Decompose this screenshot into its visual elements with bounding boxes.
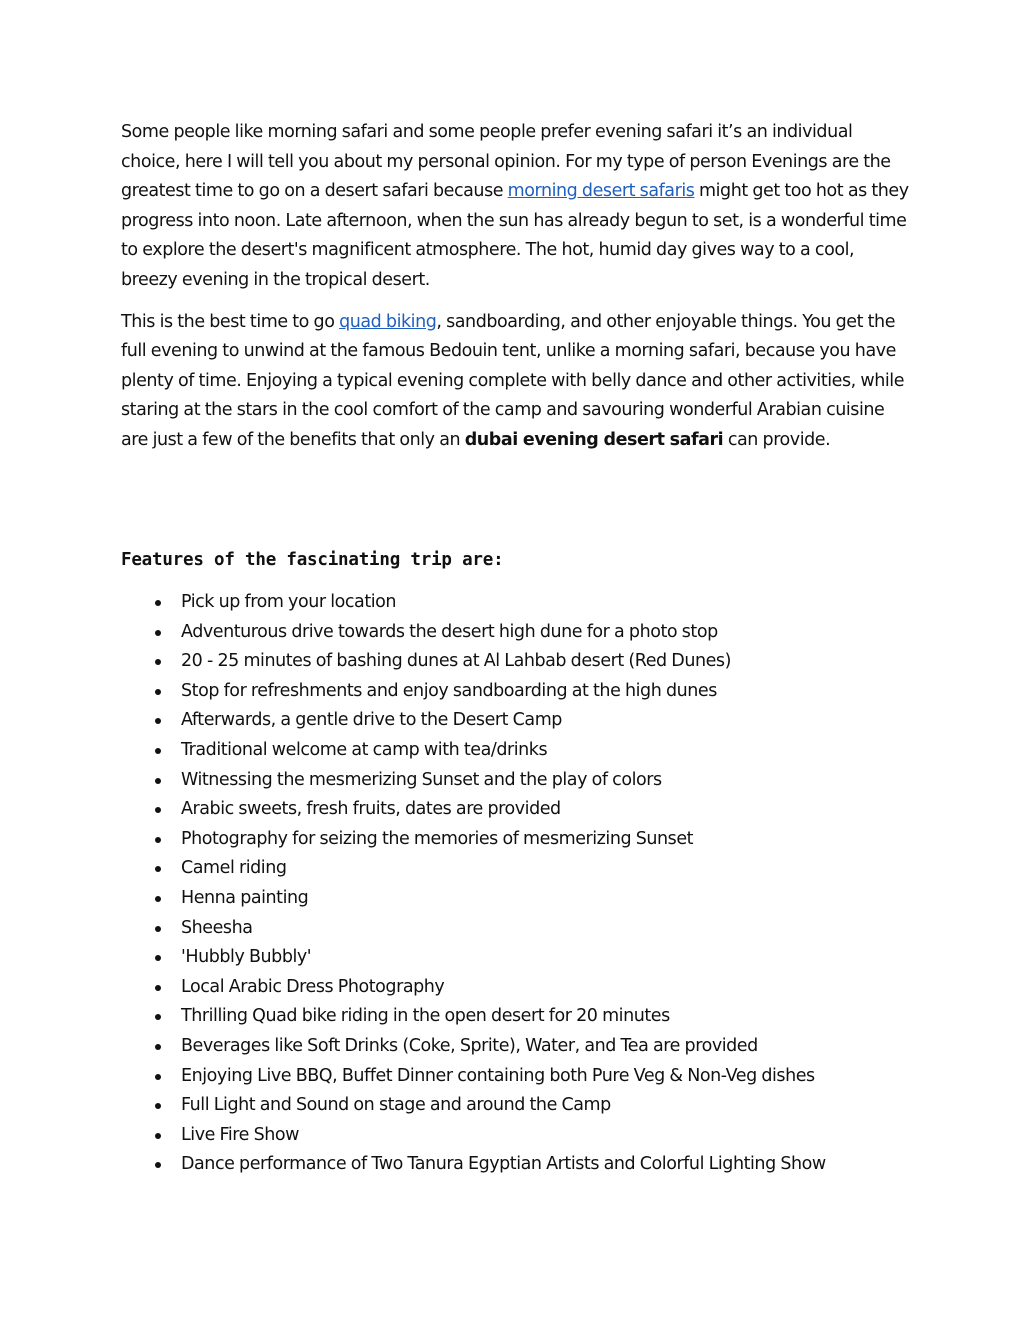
intro-text-2a: This is the best time to go <box>121 311 340 332</box>
feature-item-text: 'Hubbly Bubbly' <box>181 947 312 968</box>
feature-list-item <box>121 795 911 825</box>
feature-item-text: Witnessing the mesmerizing Sunset and the play of colors <box>181 769 662 790</box>
feature-list-item <box>121 1150 911 1180</box>
feature-item-text: Live Fire Show <box>181 1124 300 1145</box>
bullet-icon <box>155 1074 161 1080</box>
feature-item-text: Henna painting <box>181 887 309 908</box>
feature-list-item <box>121 854 911 884</box>
bullet-icon <box>155 985 161 991</box>
feature-item-text: Photography for seizing the memories of mesmerizing Sunset <box>181 828 694 849</box>
feature-list-item <box>121 677 911 707</box>
bullet-icon <box>155 1133 161 1139</box>
bullet-icon <box>155 866 161 872</box>
features-heading: Features of the fascinating trip are: <box>121 550 504 570</box>
bullet-icon <box>155 955 161 961</box>
feature-list-item <box>121 914 911 944</box>
bullet-icon <box>155 807 161 813</box>
bullet-icon <box>155 748 161 754</box>
bullet-icon <box>155 689 161 695</box>
feature-list-item <box>121 1062 911 1092</box>
feature-list-item <box>121 1091 911 1121</box>
bullet-icon <box>155 896 161 902</box>
bullet-icon <box>155 630 161 636</box>
feature-list-item <box>121 706 911 736</box>
feature-item-text: Stop for refreshments and enjoy sandboarding at the high dunes <box>181 680 717 701</box>
feature-list-item <box>121 1002 911 1032</box>
quad-biking-link[interactable]: quad biking <box>339 311 437 332</box>
feature-item-text: Dance performance of Two Tanura Egyptian Artists and Colorful Lighting Show <box>181 1154 826 1175</box>
dubai-evening-desert-safari-bold: dubai evening desert safari <box>464 429 724 450</box>
feature-item-text: Pick up from your location <box>181 592 397 612</box>
feature-item-text: Sheesha <box>181 917 253 938</box>
bullet-icon <box>155 659 161 665</box>
feature-item-text: Thrilling Quad bike riding in the open desert for 20 minutes <box>181 1006 670 1027</box>
bullet-icon <box>155 926 161 932</box>
bullet-icon <box>155 1044 161 1050</box>
morning-desert-safaris-link[interactable]: morning desert safaris <box>507 181 695 202</box>
feature-list-item <box>121 943 911 973</box>
feature-list-item <box>121 766 911 796</box>
feature-item-text: Arabic sweets, fresh fruits, dates are provided <box>181 799 561 820</box>
intro-text-2b: , sandboarding, and other enjoyable things. You get the full evening to unwind at the famous Bedouin tent, unlike a morning safari, because you have plenty of time. Enjoying a typical evening complete with belly dance and other activities, while staring at the stars in the cool comfort of the camp and savouring wonderful Arabian cuisine are just a few of the benefits that only an <box>121 311 905 450</box>
feature-list-item <box>121 973 911 1003</box>
feature-item-text: Traditional welcome at camp with tea/drinks <box>181 739 548 760</box>
document-page <box>121 118 911 1175</box>
bullet-icon <box>155 718 161 724</box>
bullet-icon <box>155 1014 161 1020</box>
intro-paragraph-2 <box>121 308 911 456</box>
features-list <box>121 588 911 1180</box>
feature-item-text: Beverages like Soft Drinks (Coke, Sprite), Water, and Tea are provided <box>181 1035 758 1056</box>
intro-text-1a: Some people like morning safari and some people prefer evening safari it’s an individual choice, here I will tell you about my personal opinion. For my type of person Evenings are the greatest time to go on a desert safari because <box>121 122 891 202</box>
feature-item-text: Local Arabic Dress Photography <box>181 976 445 997</box>
feature-item-text: Enjoying Live BBQ, Buffet Dinner containing both Pure Veg & Non-Veg dishes <box>181 1065 815 1086</box>
intro-text-1b: might get too hot as they progress into noon. Late afternoon, when the sun has already begun to set, is a wonderful time to explore the desert's magnificent atmosphere. The hot, humid day gives way to a cool, breezy evening in the tropical desert. <box>121 181 909 290</box>
feature-list-item <box>121 588 911 618</box>
feature-list-item <box>121 647 911 677</box>
feature-list-item <box>121 736 911 766</box>
feature-list-item <box>121 618 911 648</box>
feature-item-text: 20 - 25 minutes of bashing dunes at Al Lahbab desert (Red Dunes) <box>181 651 731 672</box>
bullet-icon <box>155 778 161 784</box>
feature-list-item <box>121 884 911 914</box>
feature-item-text: Adventurous drive towards the desert high dune for a photo stop <box>181 621 718 642</box>
intro-text-2c: can provide. <box>723 429 831 450</box>
bullet-icon <box>155 600 161 606</box>
feature-item-text: Camel riding <box>181 858 287 879</box>
bullet-icon <box>155 1162 161 1168</box>
feature-item-text: Full Light and Sound on stage and around the Camp <box>181 1095 611 1116</box>
feature-list-item <box>121 1032 911 1062</box>
feature-list-item <box>121 825 911 855</box>
feature-list-item <box>121 1121 911 1151</box>
feature-item-text: Afterwards, a gentle drive to the Desert Camp <box>181 710 562 731</box>
bullet-icon <box>155 1103 161 1109</box>
bullet-icon <box>155 837 161 843</box>
intro-paragraph-1 <box>121 118 911 296</box>
